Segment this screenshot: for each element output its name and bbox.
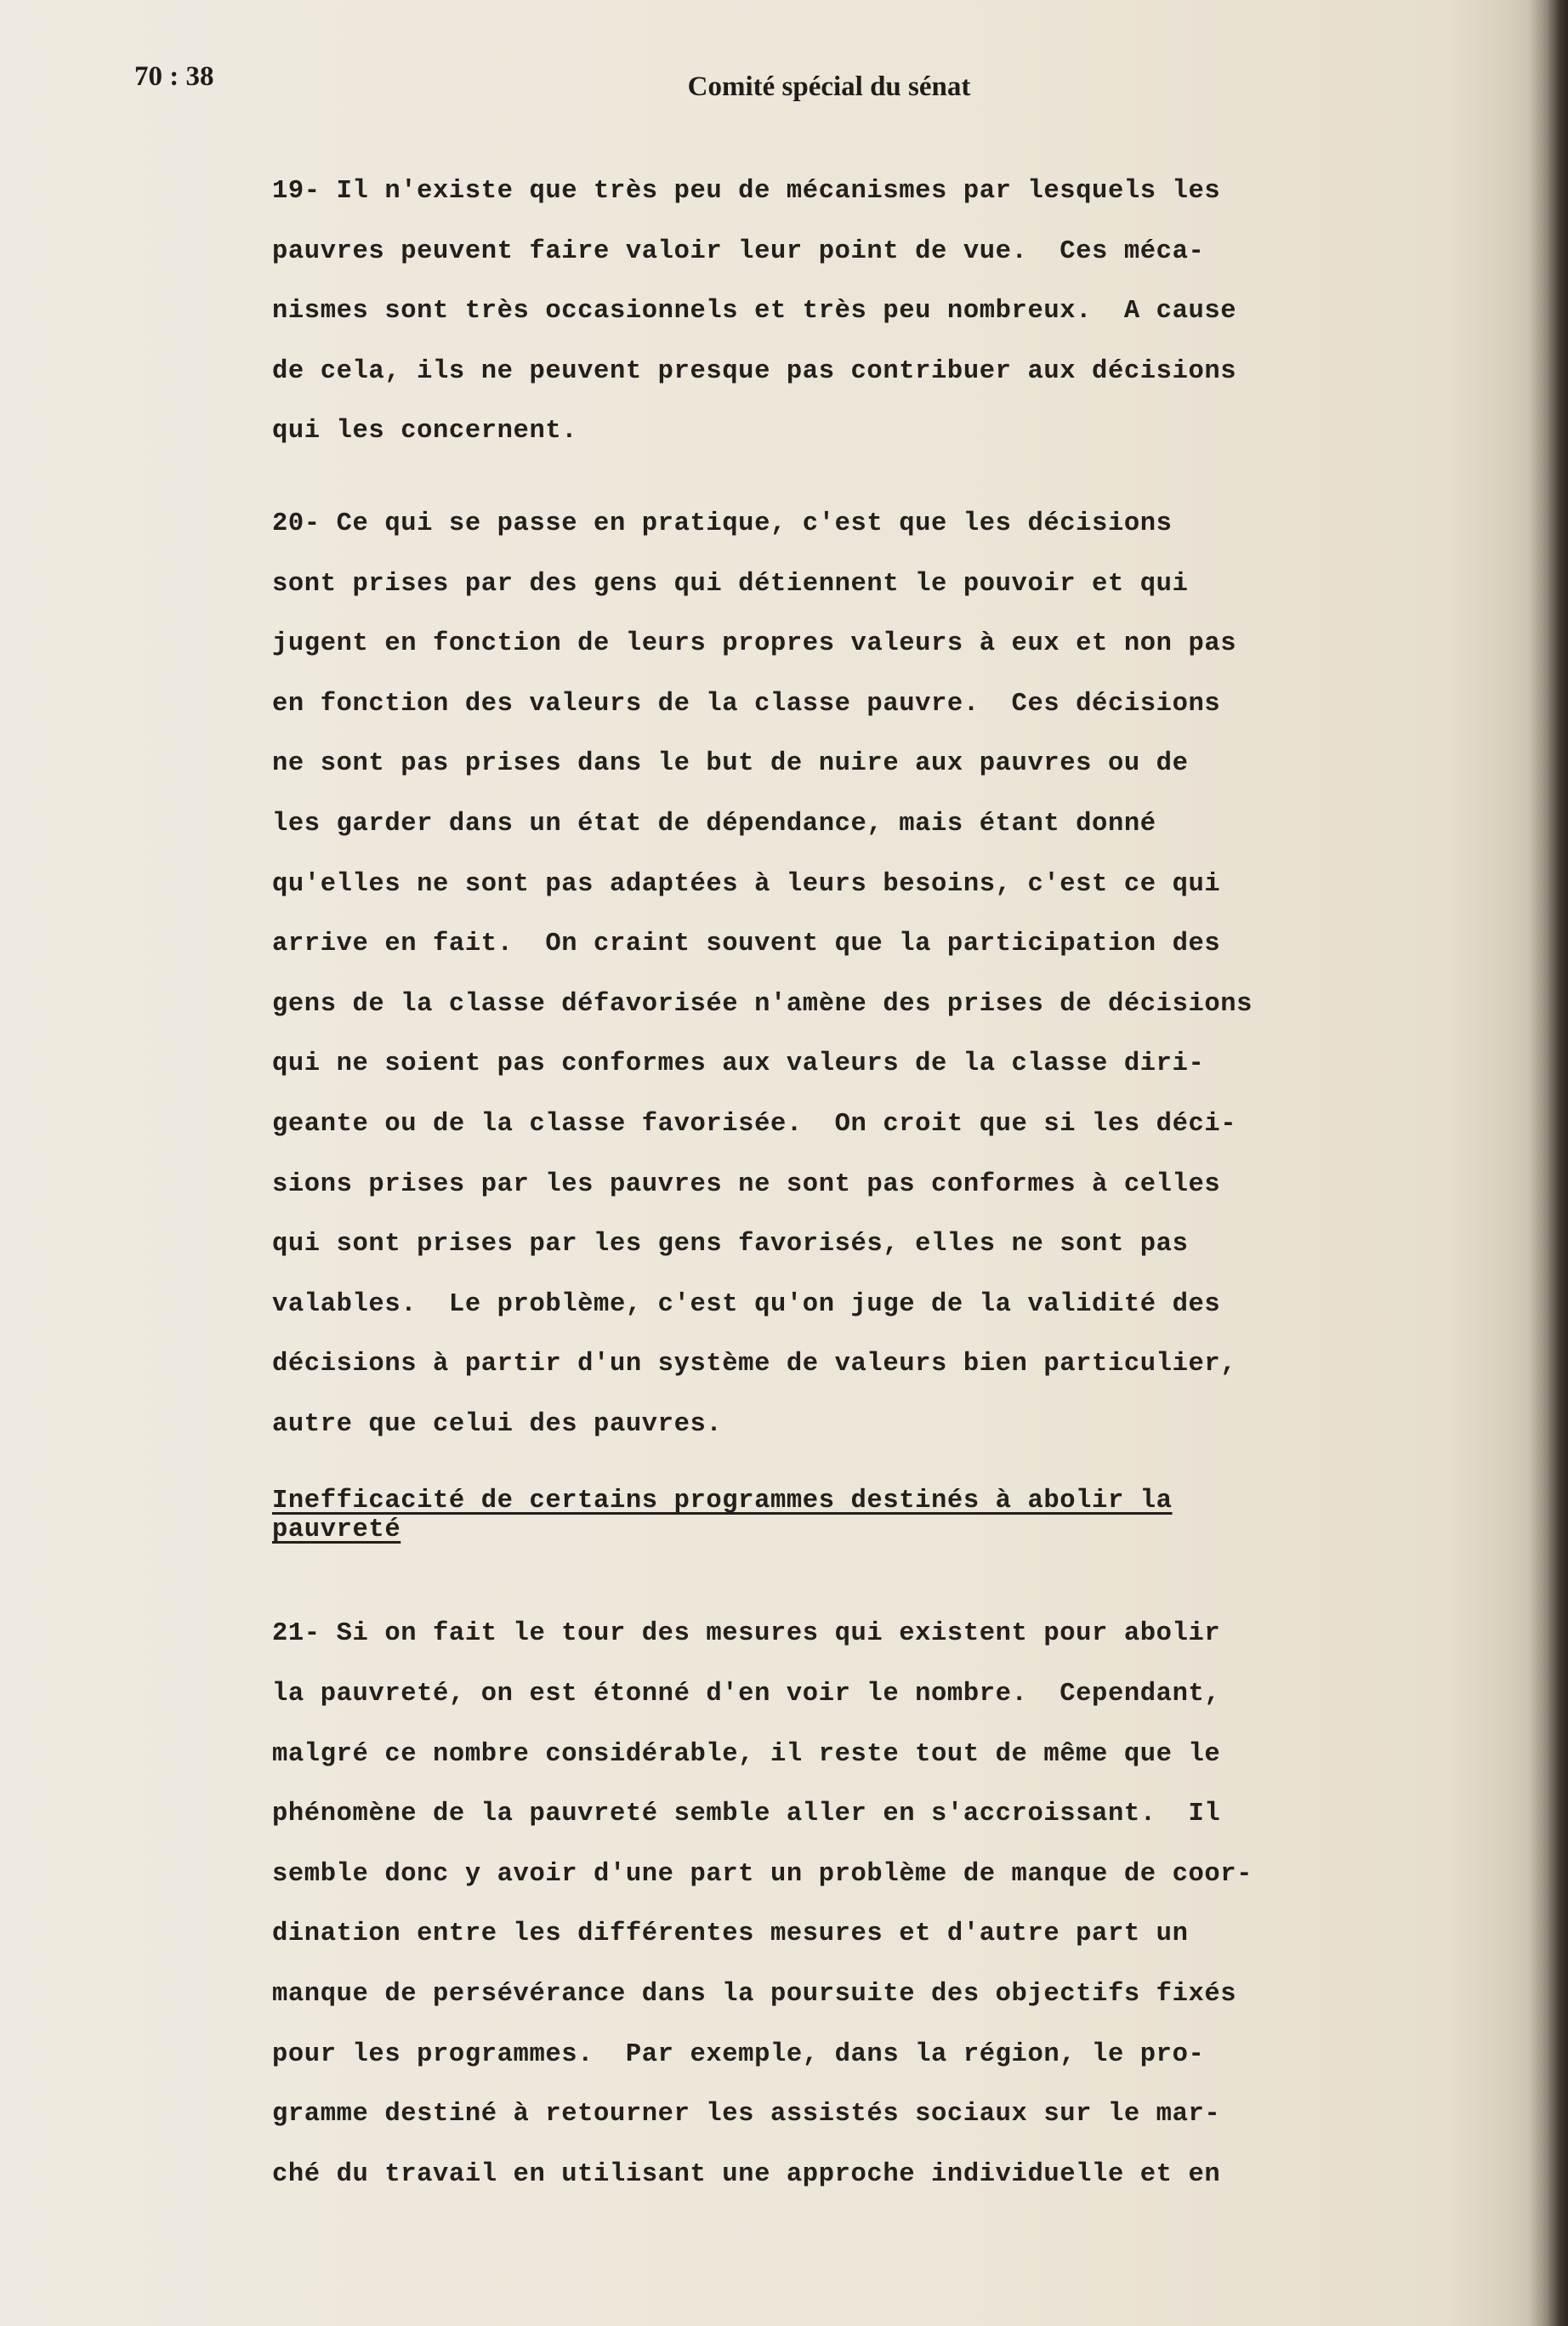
text-line: ché du travail en utilisant une approche individuelle et en xyxy=(272,2159,1221,2189)
text-line: jugent en fonction de leurs propres valeurs à eux et non pas xyxy=(272,629,1237,659)
text-line: sont prises par des gens qui détiennent le pouvoir et qui xyxy=(272,569,1189,599)
text-line: geante ou de la classe favorisée. On croit que si les déci- xyxy=(272,1109,1237,1139)
text-line: pour les programmes. Par exemple, dans la région, le pro- xyxy=(272,2039,1205,2069)
text-line: sions prises par les pauvres ne sont pas conformes à celles xyxy=(272,1169,1221,1199)
text-line: qui les concernent. xyxy=(272,417,578,446)
text-line: 21- Si on fait le tour des mesures qui existent pour abolir xyxy=(272,1619,1221,1649)
text-line: la pauvreté, on est étonné d'en voir le nombre. Cependant, xyxy=(272,1680,1221,1709)
text-line: gramme destiné à retourner les assistés sociaux sur le mar- xyxy=(272,2100,1221,2130)
body-text xyxy=(272,162,1378,2204)
text-line: en fonction des valeurs de la classe pauvre. Ces décisions xyxy=(272,689,1221,719)
text-line: gens de la classe défavorisée n'amène des prises de décisions xyxy=(272,989,1253,1019)
text-line: qu'elles ne sont pas adaptées à leurs besoins, c'est ce qui xyxy=(272,869,1221,899)
text-line: ne sont pas prises dans le but de nuire aux pauvres ou de xyxy=(272,749,1189,779)
heading-line: pauvreté xyxy=(272,1516,401,1545)
text-line: nismes sont très occasionnels et très peu nombreux. A cause xyxy=(272,297,1237,327)
running-title: Comité spécial du sénat xyxy=(687,71,971,102)
paragraph-21 xyxy=(272,1604,1378,2204)
text-line: valables. Le problème, c'est qu'on juge de la validité des xyxy=(272,1289,1221,1319)
book-spine-shadow xyxy=(1529,0,1568,2326)
section-heading xyxy=(272,1487,1378,1544)
text-line: malgré ce nombre considérable, il reste tout de même que le xyxy=(272,1739,1221,1769)
text-line: de cela, ils ne peuvent presque pas contribuer aux décisions xyxy=(272,356,1237,386)
text-line: décisions à partir d'un système de valeurs bien particulier, xyxy=(272,1350,1237,1379)
text-line: 19- Il n'existe que très peu de mécanismes par lesquels les xyxy=(272,177,1221,206)
paragraph-19 xyxy=(272,162,1378,462)
text-line: phénomène de la pauvreté semble aller en s'accroissant. Il xyxy=(272,1800,1221,1829)
paragraph-20 xyxy=(272,494,1378,1455)
heading-line: Inefficacité de certains programmes destinés à abolir la xyxy=(272,1487,1173,1516)
text-line: semble donc y avoir d'une part un problème de manque de coor- xyxy=(272,1859,1253,1889)
text-line: manque de persévérance dans la poursuite des objectifs fixés xyxy=(272,1980,1237,2010)
text-line: arrive en fait. On craint souvent que la participation des xyxy=(272,930,1221,959)
text-line: pauvres peuvent faire valoir leur point de vue. Ces méca- xyxy=(272,236,1205,266)
text-line: qui sont prises par les gens favorisés, elles ne sont pas xyxy=(272,1230,1189,1260)
text-line: qui ne soient pas conformes aux valeurs de la classe diri- xyxy=(272,1049,1205,1079)
text-line: autre que celui des pauvres. xyxy=(272,1409,723,1439)
text-line: 20- Ce qui se passe en pratique, c'est que les décisions xyxy=(272,509,1173,538)
text-line: les garder dans un état de dépendance, mais étant donné xyxy=(272,809,1156,839)
text-line: dination entre les différentes mesures et d'autre part un xyxy=(272,1919,1189,1949)
page-number: 70 : 38 xyxy=(134,61,214,92)
